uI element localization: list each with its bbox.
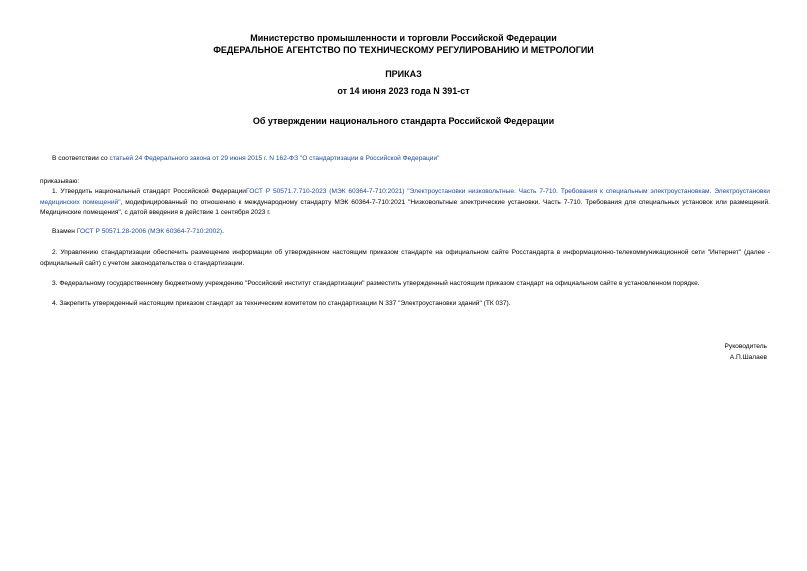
signature-name: А.П.Шалаев (729, 354, 767, 361)
preamble-text: В соответствии со (52, 155, 110, 162)
item-4-paragraph: 4. Закрепить утвержденный настоящим приказом стандарт за техническим комитетом по стандартизации N 337 "Электроустановки зданий" (ТК 037). (52, 300, 511, 307)
replacement-suffix: . (222, 228, 224, 235)
item-2-paragraph: 2. Управлению стандартизации обеспечить размещение информации об утвержденном настоящим приказом стандарте на официальном сайте Росстандарта в информационно-телекоммуникационной сети "Интернет" (далее - официальный сайт) с учетом законодательства о стандартизации. (40, 249, 770, 267)
item-1-paragraph (40, 187, 770, 219)
ministry-name: Министерство промышленности и торговли Российской Федерации (250, 33, 557, 43)
signature-position: Руководитель (724, 343, 767, 350)
document-title: Об утверждении национального стандарта Российской Федерации (252, 116, 555, 126)
replacement-paragraph (40, 227, 770, 238)
item-1-text: 1. Утвердить национальный стандарт Российской Федерации (52, 188, 246, 195)
item-1-suffix: , модифицированный по отношению к международному стандарту МЭК 60364-7-710:2021 "Низковольтные электрические установки. Часть 7-710. Требования для специальных установок или размещений. Медицинские помещения", с датой введения в действие 1 сентября 2023 г. (40, 198, 770, 216)
gost-50571-7-710-link[interactable]: ГОСТ Р 50571.7.710-2023 (МЭК 60364-7-710:2021) "Электроустановки низковольтные. Часть 7-710. Требования к специальным электроустановкам. Электроустановки медицинских помещений" (40, 188, 770, 206)
order-word: приказываю: (40, 178, 80, 185)
document-date-number: от 14 июня 2023 года N 391-ст (337, 86, 470, 96)
gost-50571-28-link[interactable]: ГОСТ Р 50571.28-2006 (МЭК 60364-7-710:2002) (76, 228, 223, 235)
document-type: ПРИКАЗ (385, 69, 422, 79)
agency-name: ФЕДЕРАЛЬНОЕ АГЕНТСТВО ПО ТЕХНИЧЕСКОМУ РЕГУЛИРОВАНИЮ И МЕТРОЛОГИИ (213, 45, 594, 55)
replacement-text: Взамен (52, 228, 77, 235)
item-3-paragraph: 3. Федеральному государственному бюджетному учреждению "Российский институт стандартизации" разместить утвержденный настоящим приказом стандарт на официальном сайте в установленном порядке. (52, 280, 700, 287)
preamble-paragraph (40, 154, 770, 165)
federal-law-link[interactable]: статьей 24 Федерального закона от 29 июня 2015 г. N 162-ФЗ "О стандартизации в Российской Федерации" (109, 155, 440, 162)
